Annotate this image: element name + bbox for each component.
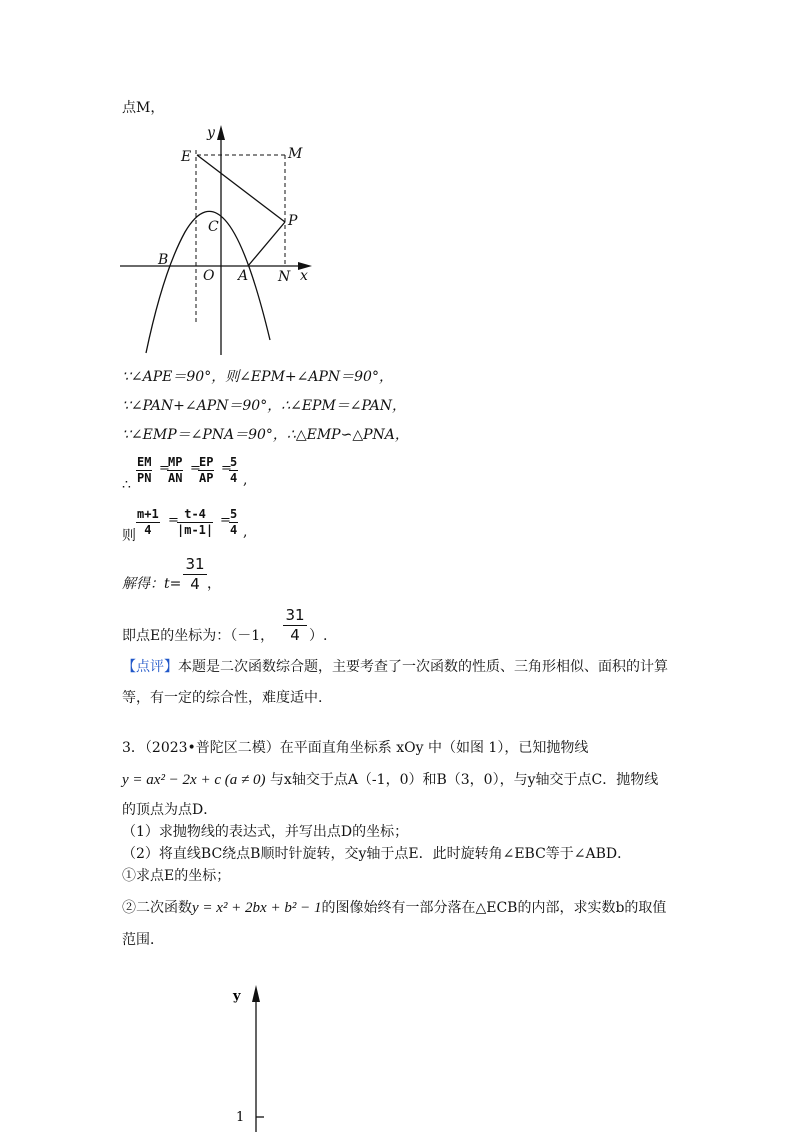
solve-tail: ， <box>207 576 221 592</box>
problem3-line-1: 3．（2023•普陀区二模）在平面直角坐标系 xOy 中（如图 1），已知抛物线 <box>122 740 589 756</box>
ratio1-eq-3: = <box>221 461 232 476</box>
top-line: 点M， <box>122 100 165 116</box>
proof-line-3: ∵∠EMP＝∠PNA＝90°，∴△EMP∽△PNA， <box>122 427 409 443</box>
label-A: A <box>238 268 249 284</box>
proof-line-2: ∵∠PAN+∠APN＝90°，∴∠EPM＝∠PAN， <box>122 398 407 414</box>
problem3-q2b: ②二次函数y = x² + 2bx + b² − 1的图像始终有一部分落在△ECB的内部，求实数b的取值 <box>122 900 667 916</box>
comment-line-2: 等，有一定的综合性，难度适中. <box>122 690 323 706</box>
comment-tag: 【点评】 <box>122 659 178 675</box>
ratio2-prefix: 则 <box>122 528 136 544</box>
coord-fraction: $\frac{31}{4}$ <box>283 605 307 644</box>
problem3-q2: （2）将直线BC绕点B顺时针旋转，交y轴于点E．此时旋转角∠EBC等于∠ABD． <box>122 846 632 862</box>
ratio1-prefix: ∴ <box>122 477 131 493</box>
label-O: O <box>203 268 215 284</box>
ratio2-eq-2: = <box>220 513 231 528</box>
label-N: N <box>278 269 291 285</box>
proof-line-1: ∵∠APE＝90°，则∠EPM+∠APN＝90°， <box>122 369 393 385</box>
solve-prefix: 解得：t= <box>122 576 182 592</box>
figure-parabola-geometry <box>110 118 325 358</box>
ratio1-tail: , <box>243 472 248 488</box>
ratio2-tail: , <box>243 524 248 540</box>
problem3-line-3: 的顶点为点D． <box>122 802 218 818</box>
label-y: y <box>207 125 215 141</box>
ratio1-eq-2: = <box>190 461 201 476</box>
tick-label-1: 1 <box>236 1110 245 1125</box>
ratio2-frac-1: $\frac{m+1}{4}$ <box>137 507 159 537</box>
label-B: B <box>158 252 169 268</box>
problem3-q2b-formula: y = x² + 2bx + b² − 1 <box>192 900 322 916</box>
axis-label-y: y <box>233 989 241 1004</box>
label-M: M <box>288 146 303 162</box>
problem3-formula: y = ax² − 2x + c (a ≠ 0) <box>122 772 266 788</box>
label-P: P <box>288 213 298 229</box>
label-E: E <box>181 149 192 165</box>
coord-prefix: 即点E的坐标为：（－1， <box>122 628 275 644</box>
coord-tail: ）. <box>309 628 328 644</box>
y-axis-arrow <box>217 125 225 140</box>
problem3-q2b-line2: 范围． <box>122 932 164 948</box>
segment-PA <box>248 222 285 266</box>
solve-fraction: $\frac{31}{4}$ <box>183 554 207 593</box>
comment-line-1: 【点评】本题是二次函数综合题，主要考查了一次函数的性质、三角形相似、面积的计算 <box>122 659 668 675</box>
problem3-line-2: y = ax² − 2x + c (a ≠ 0) 与x轴交于点A（-1，0）和B（3，0），与y轴交于点C．抛物线 <box>122 772 659 788</box>
ratio1-frac-4: $\frac{5}{4}$ <box>230 455 238 485</box>
problem3-q1: （1）求抛物线的表达式，并写出点D的坐标； <box>122 824 409 840</box>
ratio2-frac-2: $\frac{t-4}{|m-1|}$ <box>177 507 214 537</box>
ratio1-frac-1: $\frac{EM}{PN}$ <box>137 455 152 485</box>
ratio2-eq-1: = <box>168 513 179 528</box>
ratio2-frac-3: $\frac{5}{4}$ <box>230 507 238 537</box>
problem3-q2a: ①求点E的坐标； <box>122 868 231 884</box>
label-x: x <box>300 268 308 284</box>
figure-coordinate-axis <box>225 980 275 1132</box>
ratio1-frac-3: $\frac{EP}{AP}$ <box>199 455 214 485</box>
ratio1-frac-2: $\frac{MP}{AN}$ <box>168 455 183 485</box>
y-axis-arrow-2 <box>252 985 260 1002</box>
ratio1-eq-1: = <box>159 461 170 476</box>
label-C: C <box>208 219 219 235</box>
